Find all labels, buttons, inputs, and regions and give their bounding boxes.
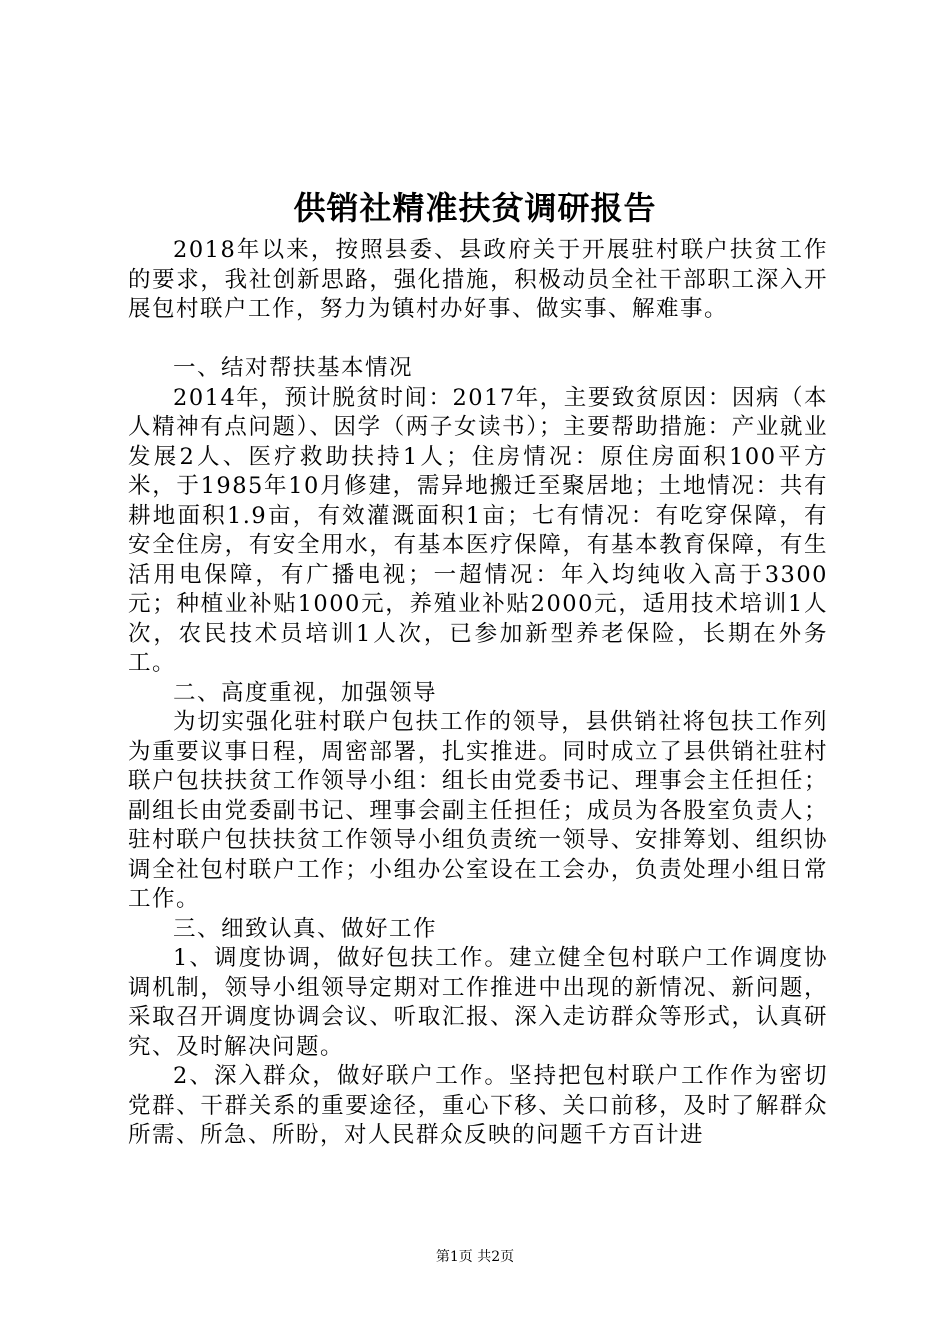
- section-heading-3: 三、细致认真、做好工作: [173, 915, 438, 942]
- paragraph-households: 2、深入群众，做好联户工作。坚持把包村联户工作作为密切党群、干群关系的重要途径，重心下移、关口前移，及时了解群众所需、所急、所盼，对人民群众反映的问题千方百计进: [128, 1063, 828, 1148]
- section-heading-1: 一、结对帮扶基本情况: [173, 355, 414, 381]
- document-title: 供销社精准扶贫调研报告: [293, 189, 657, 227]
- paragraph-coordination: 1、调度协调，做好包扶工作。建立健全包村联户工作调度协调机制，领导小组领导定期对工作推进中出现的新情况、新问题，采取召开调度协调会议、听取汇报、深入走访群众等形式，认真研究、及时解决问题。: [128, 945, 828, 1060]
- paragraph-basic-info: 2014年，预计脱贫时间：2017年，主要致贫原因：因病（本人精神有点问题）、因学（两子女读书）；主要帮助措施：产业就业发展2人、医疗救助扶持1人；住房情况：原住房面积100平方米，于1985年10月修建，需异地搬迁至聚居地；土地情况：共有耕地面积1.9亩，有效灌溉面积1亩；七有情况：有吃穿保障，有安全住房，有安全用水，有基本医疗保障，有基本教育保障，有生活用电保障，有广播电视；一超情况：年入均纯收入高于3300元；种植业补贴1000元，养殖业补贴2000元，适用技术培训1人次，农民技术员培训1人次，已参加新型养老保险，长期在外务工。: [128, 384, 828, 676]
- page-footer: 第1页 共2页: [435, 1249, 515, 1265]
- paragraph-intro: 2018年以来，按照县委、县政府关于开展驻村联户扶贫工作的要求，我社创新思路，强化措施，积极动员全社干部职工深入开展包村联户工作，努力为镇村办好事、做实事、解难事。: [128, 237, 828, 322]
- section-heading-2: 二、高度重视，加强领导: [173, 679, 438, 706]
- paragraph-leadership: 为切实强化驻村联户包扶工作的领导，县供销社将包扶工作列为重要议事日程，周密部署，扎实推进。同时成立了县供销社驻村联户包扶扶贫工作领导小组：组长由党委书记、理事会主任担任；副组长由党委副书记、理事会副主任担任；成员为各股室负责人；驻村联户包扶扶贫工作领导小组负责统一领导、安排筹划、组织协调全社包村联户工作；小组办公室设在工会办，负责处理小组日常工作。: [128, 709, 828, 912]
- document-body: [128, 236, 828, 1151]
